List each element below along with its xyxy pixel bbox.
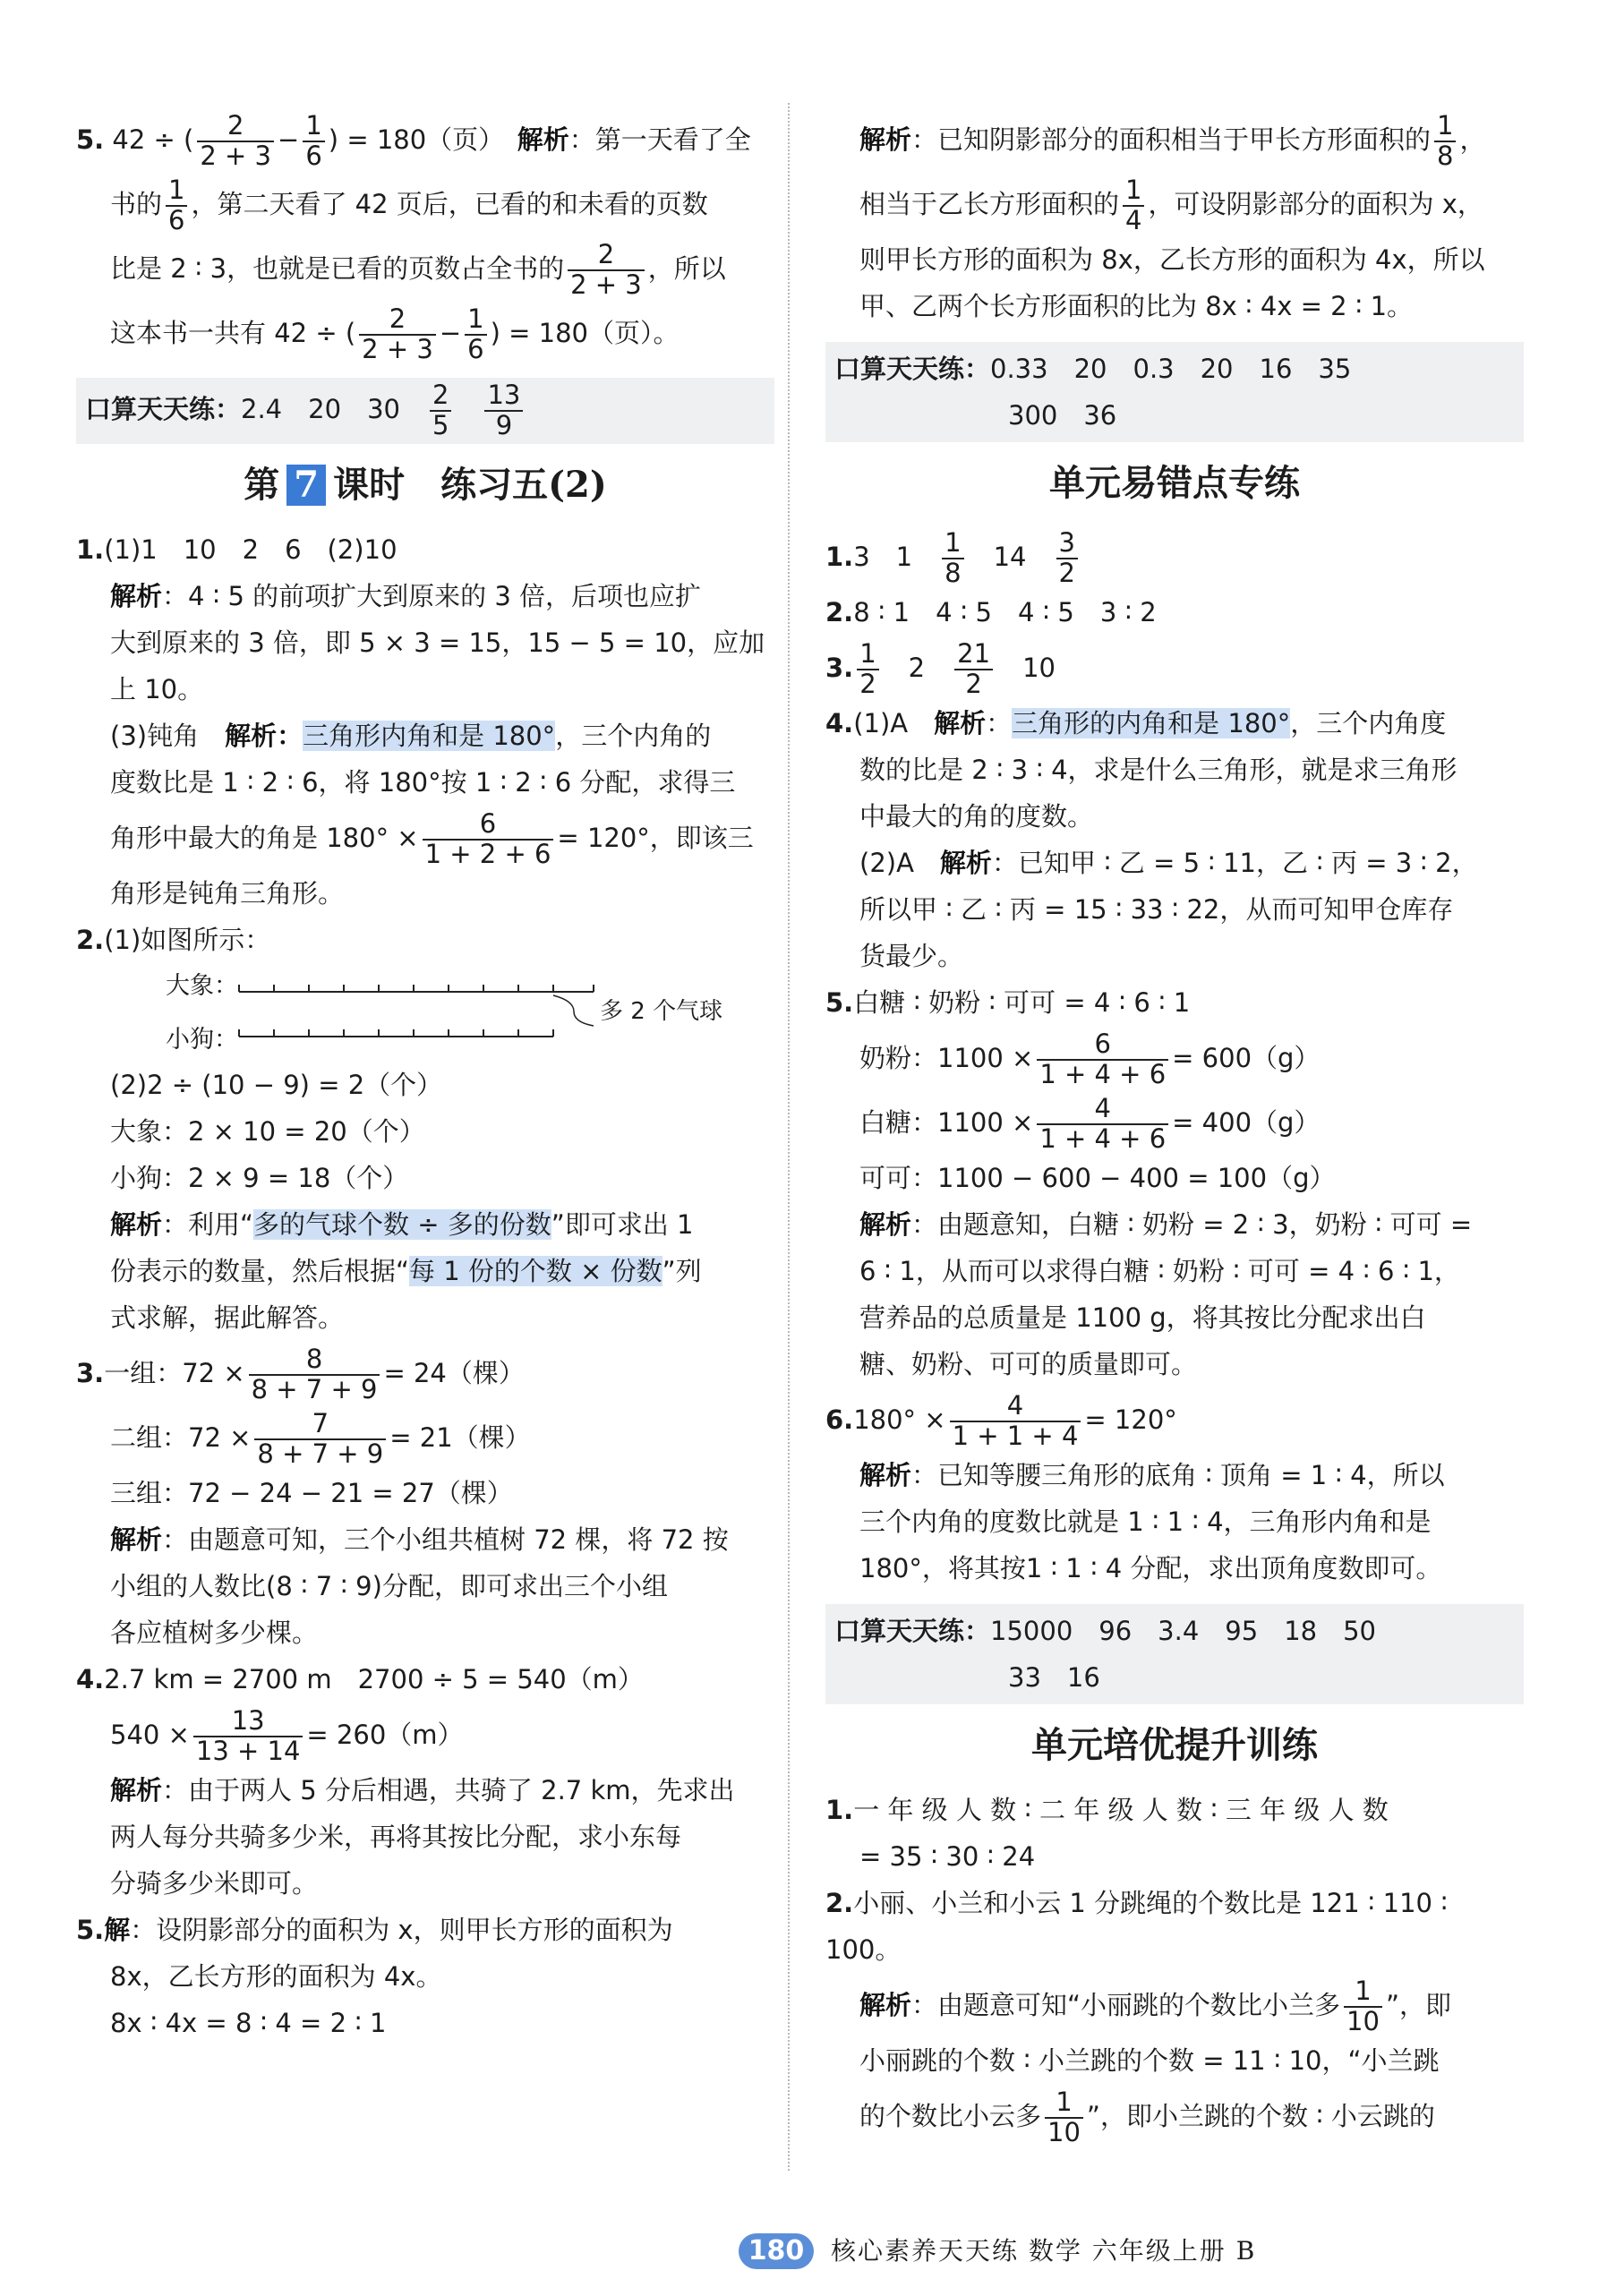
section-title-advanced-training: 单元培优提升训练: [1031, 1724, 1318, 1766]
oral-practice-3: 口算天天练：15000 96 3.4 95 18 50 33 16: [825, 1604, 1524, 1704]
question-3: 3.一组：72 × $\frac{8}{8 + 7 + 9}$ = 24（棵） 二组：72 × $\frac{7}{8 + 7 + 9}$ = 21（棵） 三组：72 − 24 − 21 = 27（棵） 解析：由题意可知，三个小组共植树 72 棵，将 72 按 小组的人数比(8 ∶ 7 ∶ 9)分配，即可求出三个小组 各应植树多少棵。: [76, 1343, 729, 1648]
page-footer: [0, 2233, 1607, 2269]
right-column: [825, 107, 1524, 2148]
question-4: 4.2.7 km = 2700 m 2700 ÷ 5 = 540（m） 540 × $\frac{13}{13 + 14}$ = 260（m） 解析：由于两人 5 分后相遇，共骑了 2.7 km，先求出 两人每分共骑多少米，再将其按比分配，求小东每 分骑多少米即可。: [76, 1663, 735, 1899]
lesson-title: 第 7 课时 练习五(2): [244, 463, 607, 506]
ratio-segments: [237, 972, 631, 1053]
book-title: 核心素养天天练 数学 六年级上册 B: [831, 2236, 1257, 2266]
question-2: 2.(1)如图所示： 大象： 小狗： 多 2 个气球 (2)2 ÷ (10 − 9) = 2（个） 大象：2 × 10 = 20（个） 小狗：2 × 9 = 18（个） 解析：利用“多的气球个数 ÷ 多的份数”即可求出 1 份表示的数量，然后根据“每 1 份的个数 × 份数”列 式求解，据此解答。: [76, 917, 774, 1341]
question-5: 5.解：设阴影部分的面积为 x，则甲长方形的面积为 8x，乙长方形的面积为 4x。 8x ∶ 4x = 8 ∶ 4 = 2 ∶ 1: [76, 1914, 673, 2038]
column-divider: [788, 103, 790, 2171]
error-practice: 1.3 1 $\frac{1}{8}$ 14 $\frac{3}{2}$ 2.8 ∶ 1 4 ∶ 5 4 ∶ 5 3 ∶ 2 3. $\frac{1}{2}$ 2 $\frac{21}{2}$ 10 4.(1)A 解析：三角形的内角和是 180°，三个内角度 数的比是 2 ∶ 3 ∶ 4，求是什么三角形，就是求三角形 中最大的角的度数。 (2)A 解析：已知甲 ∶ 乙 = 5 ∶ 11，乙 ∶ 丙 = 3 ∶ 2， 所以甲 ∶ 乙 ∶ 丙 = 15 ∶ 33 ∶ 22，从而可知甲仓库存 货最少。 5.白糖 ∶ 奶粉 ∶ 可可 = 4 ∶ 6 ∶ 1 奶粉：1100 × $\frac{6}{1 + 4 + 6}$ = 600（g） 白糖：1100 × $\frac{4}{1 + 4 + 6}$ = 400（g） 可可：1100 − 600 − 400 = 100（g） 解析：由题意知，白糖 ∶ 奶粉 = 2 ∶ 3，奶粉 ∶ 可可 = 6 ∶ 1，从而可以求得白糖 ∶ 奶粉 ∶ 可可 = 4 ∶ 6 ∶ 1， 营养品的总质量是 1100 g，将其按比分配求出白 糖、奶粉、可可的质量即可。 6.180° × $\frac{4}{1 + 1 + 4}$ = 120° 解析：已知等腰三角形的底角 ∶ 顶角 = 1 ∶ 4，所以 三个内角的度数比就是 1 ∶ 1 ∶ 4，三角形内角和是 180°，将其按1 ∶ 1 ∶ 4 分配，求出顶角度数即可。: [825, 527, 1478, 1583]
left-column: [76, 107, 774, 2046]
page-number: 180: [739, 2233, 814, 2269]
advanced-training: 1.一 年 级 人 数 ∶ 二 年 级 人 数 ∶ 三 年 级 人 数 = 35 ∶ 30 ∶ 24 2.小丽、小兰和小云 1 分跳绳的个数比是 121 ∶ 110 ∶ 100。 解析：由题意可知“小丽跳的个数比小兰多 $\frac{1}{10}$ ”，即 小丽跳的个数 ∶ 小兰跳的个数 = 11 ∶ 10，“小兰跳 的个数比小云多 $\frac{1}{10}$ ”，即小兰跳的个数 ∶ 小云跳的: [825, 1795, 1451, 2147]
oral-practice-2: 口算天天练：0.33 20 0.3 20 16 35 300 36: [825, 342, 1524, 442]
question-5-continued: 解析：已知阴影部分的面积相当于甲长方形面积的 $\frac{1}{8}$ ， 相当于乙长方形面积的 $\frac{1}{4}$ ，可设阴影部分的面积为 x， 则甲长方形的面积为 8x，乙长方形的面积为 4x，所以 甲、乙两个长方形面积的比为 8x ∶ 4x = 2 ∶ 1。: [859, 110, 1486, 321]
section-title-error-practice: 单元易错点专练: [1049, 462, 1300, 504]
oral-practice-1: 口算天天练：2.4 20 30 $\frac{2}{5}$ $\frac{13}{9}$: [76, 378, 774, 444]
question-5-top: 5. 42 ÷ ( $\frac{2}{2 + 3}$ − $\frac{1}{6}$ ) = 180（页） 解析：第一天看了全 书的 $\frac{1}{6}$ ，第二天看了 42 页后，已看的和未看的页数 比是 2 ∶ 3，也就是已看的页数占全书的 $\frac{2}{2 + 3}$ ，所以 这本书一共有 42 ÷ ( $\frac{2}{2 + 3}$ − $\frac{1}{6}$ ) = 180（页）。: [76, 110, 751, 364]
question-1: 1.(1)1 10 2 6 (2)10 解析：4 ∶ 5 的前项扩大到原来的 3 倍，后项也应扩 大到原来的 3 倍，即 5 × 3 = 15，15 − 5 = 10，应加 上 10。 (3)钝角 解析：三角形内角和是 180°，三个内角的 度数比是 1 ∶ 2 ∶ 6，将 180°按 1 ∶ 2 ∶ 6 分配，求得三 角形中最大的角是 180° × $\frac{6}{1 + 2 + 6}$ = 120°，即该三 角形是钝角三角形。: [76, 533, 765, 909]
segment-diagram: 大象： 小狗： 多 2 个气球: [166, 971, 723, 1054]
lesson-number-badge: 7: [286, 465, 326, 506]
